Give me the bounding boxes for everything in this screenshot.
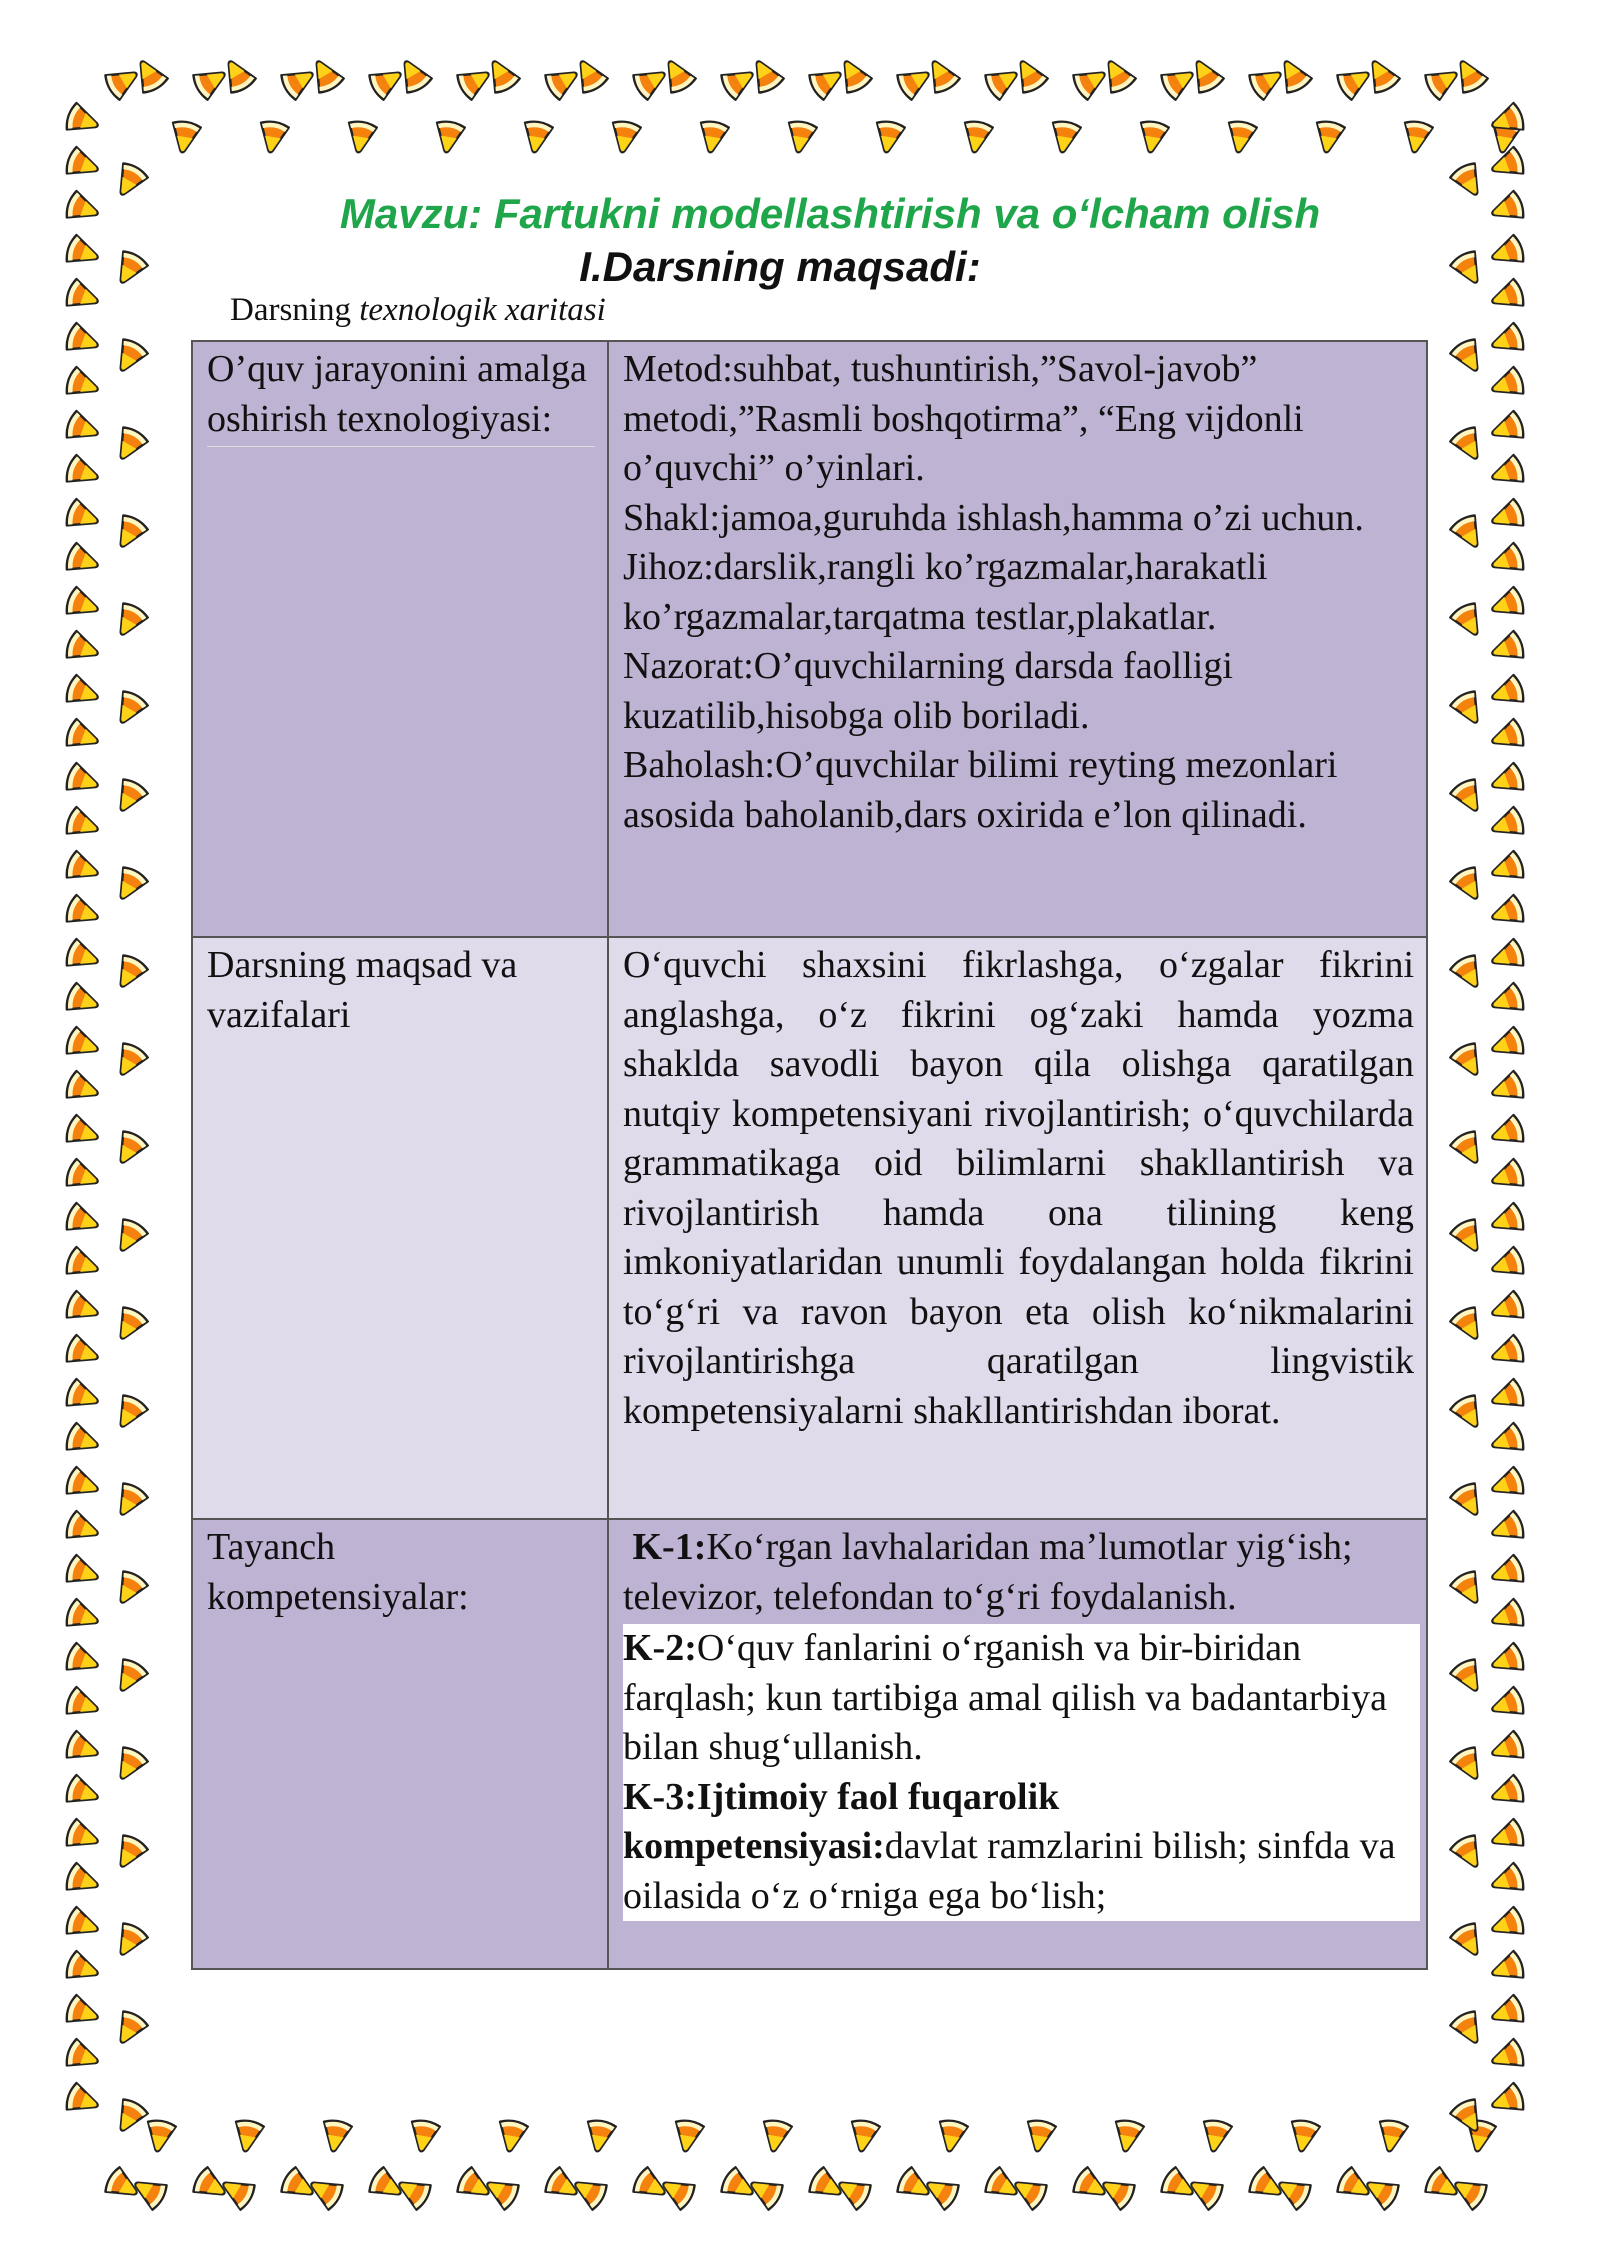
candy-corn-icon [110, 1217, 149, 1257]
control-line: Nazorat:O’quvchilarning darsda faolligi kuzatilib,hisobga olib boriladi. [623, 645, 1233, 737]
candy-corn-icon [407, 2119, 440, 2154]
candy-corn-icon [935, 2119, 968, 2154]
candy-corn-icon [64, 1862, 102, 1899]
candy-corn-icon [103, 62, 143, 101]
candy-corn-icon [1449, 1921, 1488, 1961]
candy-corn-icon [191, 62, 231, 101]
candy-corn-icon [64, 1158, 102, 1195]
candy-corn-icon [64, 1070, 102, 1107]
candy-corn-icon [1224, 120, 1257, 155]
candy-corn-icon [1449, 1481, 1488, 1521]
candy-corn-icon [110, 777, 149, 817]
candy-corn-icon [64, 1026, 102, 1063]
candy-corn-icon [1488, 1950, 1526, 1987]
candy-corn-icon [807, 62, 847, 101]
candy-corn-icon [64, 938, 102, 975]
candy-corn-icon [110, 865, 149, 905]
candy-corn-icon [1335, 62, 1375, 101]
candy-corn-icon [1111, 2119, 1144, 2154]
assessment-line: Baholash:O’quvchilar bilimi reyting mezonlari asosida baholanib,dars oxirida e’lon qilinadi. [623, 744, 1338, 836]
candy-corn-icon [64, 1290, 102, 1327]
candy-corn-icon [1449, 2009, 1488, 2049]
candy-corn-icon [1312, 120, 1345, 155]
candy-corn-icon [1449, 953, 1488, 993]
candy-corn-icon [960, 120, 993, 155]
candy-corn-icon [64, 1642, 102, 1679]
candy-corn-icon [1488, 1158, 1526, 1195]
candy-corn-icon [64, 630, 102, 667]
candy-corn-icon [1400, 120, 1433, 155]
candy-corn-icon [110, 425, 149, 465]
candy-corn-icon [608, 120, 641, 155]
candy-corn-icon [110, 1657, 149, 1697]
candy-corn-icon [1488, 1466, 1526, 1503]
candy-corn-icon [1488, 1642, 1526, 1679]
candy-corn-icon [1449, 1129, 1488, 1169]
candy-corn-icon [256, 120, 289, 155]
candy-corn-icon [432, 120, 465, 155]
candy-corn-icon [64, 1906, 102, 1943]
candy-corn-icon [64, 1730, 102, 1767]
candy-corn-icon [1449, 601, 1488, 641]
candy-corn-icon [1287, 2119, 1320, 2154]
candy-corn-icon [1449, 1657, 1488, 1697]
candy-corn-icon [64, 850, 102, 887]
candy-corn-icon [1488, 1334, 1526, 1371]
candy-corn-icon [110, 1833, 149, 1873]
table-row [192, 1519, 1427, 1969]
candy-corn-icon [64, 542, 102, 579]
method-line: Metod:suhbat, tushuntirish,”Savol-javob” metodi,”Rasmli boshqotirma”, “Eng vijdonli o’quvchi” o’yinlari. [623, 348, 1304, 489]
candy-corn-icon [543, 62, 583, 101]
candy-corn-icon [64, 586, 102, 623]
candy-corn-icon [110, 601, 149, 641]
candy-corn-icon [64, 1598, 102, 1635]
candy-corn-icon [64, 1774, 102, 1811]
candy-corn-icon [1449, 865, 1488, 905]
candy-corn-icon [231, 2119, 264, 2154]
candy-corn-icon [64, 498, 102, 535]
candy-corn-icon [64, 1686, 102, 1723]
candy-corn-icon [110, 1393, 149, 1433]
candy-corn-icon [64, 982, 102, 1019]
row-label: O’quv jarayonini amalga oshirish texnologiyasi: [192, 341, 608, 937]
candy-corn-icon [1488, 1114, 1526, 1151]
candy-corn-icon [1488, 410, 1526, 447]
candy-corn-icon [64, 2082, 102, 2119]
candy-corn-icon [110, 1745, 149, 1785]
candy-corn-icon [1488, 806, 1526, 843]
candy-corn-icon [110, 953, 149, 993]
candy-corn-icon [1048, 120, 1081, 155]
candy-corn-icon [1449, 777, 1488, 817]
candy-corn-icon [1488, 1818, 1526, 1855]
row-content: O‘quvchi shaxsini fikrlashga, o‘zgalar fikrini anglashga, o‘z fikrini og‘zaki hamda yozma shaklda savodli bayon qila olishga qaratilgan nutqiy kompetensiyani rivojlantirish; o‘quvchilarda grammatikaga oid bilimlarni shakllantirish va rivojlantirish hamda ona tilining keng imkoniyatlaridan unumli foydalangan holda fikrini to‘g‘ri va ravon bayon eta olish ko‘nikmalarini rivojlantirishga qaratilgan lingvistik kompetensiyalarni shakllantirishdan iborat. [608, 937, 1427, 1519]
candy-corn-icon [719, 62, 759, 101]
candy-corn-icon [64, 1246, 102, 1283]
candy-corn-icon [64, 2038, 102, 2075]
competency-k2-k3 [623, 1624, 1420, 1921]
candy-corn-icon [1488, 1378, 1526, 1415]
candy-corn-icon [983, 62, 1023, 101]
candy-corn-icon [64, 1422, 102, 1459]
candy-corn-icon [1488, 1026, 1526, 1063]
candy-corn-icon [1488, 454, 1526, 491]
candy-corn-icon [64, 1334, 102, 1371]
candy-corn-icon [64, 366, 102, 403]
candy-corn-icon [1488, 674, 1526, 711]
candy-corn-icon [110, 1305, 149, 1345]
candy-corn-icon [847, 2119, 880, 2154]
candy-corn-icon [1136, 120, 1169, 155]
row-label: Tayanch kompetensiyalar: [192, 1519, 608, 1969]
candy-corn-icon [1488, 630, 1526, 667]
candy-corn-icon [110, 2009, 149, 2049]
candy-corn-icon [1488, 762, 1526, 799]
candy-corn-icon [1488, 322, 1526, 359]
row-content [608, 1519, 1427, 1969]
candy-corn-icon [64, 1466, 102, 1503]
candy-corn-icon [1247, 62, 1287, 101]
candy-corn-icon [110, 1129, 149, 1169]
page-title: Mavzu: Fartukni modellashtirish va o‘lcham olish [339, 190, 1321, 237]
table-row [192, 937, 1427, 1519]
candy-corn-icon [759, 2119, 792, 2154]
candy-corn-icon [1488, 1686, 1526, 1723]
candy-corn-icon [1488, 366, 1526, 403]
candy-corn-icon [671, 2119, 704, 2154]
candy-corn-icon [872, 120, 905, 155]
candy-corn-icon [319, 2119, 352, 2154]
candy-corn-icon [344, 120, 377, 155]
candy-corn-icon [1488, 1070, 1526, 1107]
candy-corn-icon [64, 894, 102, 931]
candy-corn-icon [64, 1510, 102, 1547]
candy-corn-icon [110, 1041, 149, 1081]
candy-corn-icon [110, 689, 149, 729]
candy-corn-icon [64, 1950, 102, 1987]
candy-corn-icon [168, 120, 201, 155]
candy-corn-icon [1488, 1422, 1526, 1459]
candy-corn-icon [1375, 2119, 1408, 2154]
candy-corn-icon [1488, 1862, 1526, 1899]
candy-corn-icon [1488, 2038, 1526, 2075]
section-heading: I.Darsning maqsadi: [579, 243, 981, 290]
candy-corn-icon [1449, 513, 1488, 553]
candy-corn-icon [64, 410, 102, 447]
candy-corn-icon [1449, 1569, 1488, 1609]
candy-corn-icon [64, 102, 102, 139]
candy-corn-icon [110, 2097, 149, 2137]
technology-map-table [191, 340, 1428, 1970]
candy-corn-icon [455, 62, 495, 101]
candy-corn-icon [64, 1818, 102, 1855]
candy-corn-icon [1488, 718, 1526, 755]
candy-corn-icon [1449, 425, 1488, 465]
candy-corn-icon [1159, 62, 1199, 101]
candy-corn-icon [583, 2119, 616, 2154]
table-row [192, 341, 1427, 937]
candy-corn-icon [1488, 894, 1526, 931]
row-label: Darsning maqsad va vazifalari [192, 937, 608, 1519]
candy-corn-icon [64, 146, 102, 183]
row-content [608, 341, 1427, 937]
candy-corn-icon [1449, 689, 1488, 729]
candy-corn-icon [64, 1114, 102, 1151]
candy-corn-icon [64, 806, 102, 843]
candy-corn-icon [1449, 1041, 1488, 1081]
candy-corn-icon [110, 1481, 149, 1521]
candy-corn-icon [1488, 498, 1526, 535]
candy-corn-icon [1488, 1554, 1526, 1591]
candy-corn-icon [64, 1378, 102, 1415]
equipment-line: Jihoz:darslik,rangli ko’rgazmalar,harakatli ko’rgazmalar,tarqatma testlar,plakatlar. [623, 546, 1268, 638]
candy-corn-icon [64, 1994, 102, 2031]
candy-corn-icon [1488, 542, 1526, 579]
candy-corn-icon [110, 337, 149, 377]
candy-corn-icon [696, 120, 729, 155]
candy-corn-icon [110, 513, 149, 553]
candy-corn-icon [143, 2119, 176, 2154]
candy-corn-icon [1488, 850, 1526, 887]
competency-k2: K-2:O‘quv fanlarini o‘rganish va bir-biridan farqlash; kun tartibiga amal qilish va badantarbiya bilan shug‘ullanish. [623, 1627, 1387, 1768]
candy-corn-icon [367, 62, 407, 101]
candy-corn-icon [1071, 62, 1111, 101]
candy-corn-icon [64, 1202, 102, 1239]
candy-corn-icon [64, 1554, 102, 1591]
candy-corn-icon [64, 322, 102, 359]
form-line: Shakl:jamoa,guruhda ishlash,hamma o’zi uchun. [623, 496, 1364, 539]
candy-corn-icon [1488, 146, 1526, 183]
candy-corn-icon [1488, 2082, 1526, 2119]
candy-corn-icon [1449, 1393, 1488, 1433]
candy-corn-icon [1488, 1774, 1526, 1811]
candy-corn-icon [64, 718, 102, 755]
candy-corn-icon [784, 120, 817, 155]
competency-k1: K-1:Ko‘rgan lavhalaridan ma’lumotlar yig‘ish; televizor, telefondan to‘g‘ri foydalanish. [623, 1526, 1353, 1618]
candy-corn-icon [64, 674, 102, 711]
candy-corn-icon [1488, 1598, 1526, 1635]
candy-corn-icon [1488, 1906, 1526, 1943]
candy-corn-icon [1488, 1246, 1526, 1283]
candy-corn-icon [1423, 62, 1463, 101]
candy-corn-icon [1488, 1730, 1526, 1767]
candy-corn-icon [1199, 2119, 1232, 2154]
candy-corn-icon [1449, 1305, 1488, 1345]
candy-corn-icon [1488, 1290, 1526, 1327]
candy-corn-icon [1488, 1994, 1526, 2031]
candy-corn-icon [1488, 586, 1526, 623]
candy-corn-icon [1488, 1510, 1526, 1547]
candy-corn-icon [1488, 938, 1526, 975]
candy-corn-icon [1488, 982, 1526, 1019]
candy-corn-icon [1488, 1202, 1526, 1239]
candy-corn-icon [64, 762, 102, 799]
candy-corn-icon [495, 2119, 528, 2154]
candy-corn-icon [1449, 337, 1488, 377]
candy-corn-icon [1449, 1833, 1488, 1873]
candy-corn-icon [1449, 1217, 1488, 1257]
candy-corn-icon [631, 62, 671, 101]
candy-corn-icon [110, 1569, 149, 1609]
candy-corn-icon [520, 120, 553, 155]
candy-corn-icon [1449, 1745, 1488, 1785]
candy-corn-icon [895, 62, 935, 101]
candy-corn-icon [110, 1921, 149, 1961]
candy-corn-icon [1023, 2119, 1056, 2154]
candy-corn-icon [64, 454, 102, 491]
table-caption: Darsning texnologik xaritasi [230, 292, 606, 328]
competency-k3: K-3:Ijtimoiy faol fuqarolik kompetensiyasi:davlat ramzlarini bilish; sinfda va oilasida o‘z o‘rniga ega bo‘lish; [623, 1775, 1396, 1917]
candy-corn-icon [279, 62, 319, 101]
